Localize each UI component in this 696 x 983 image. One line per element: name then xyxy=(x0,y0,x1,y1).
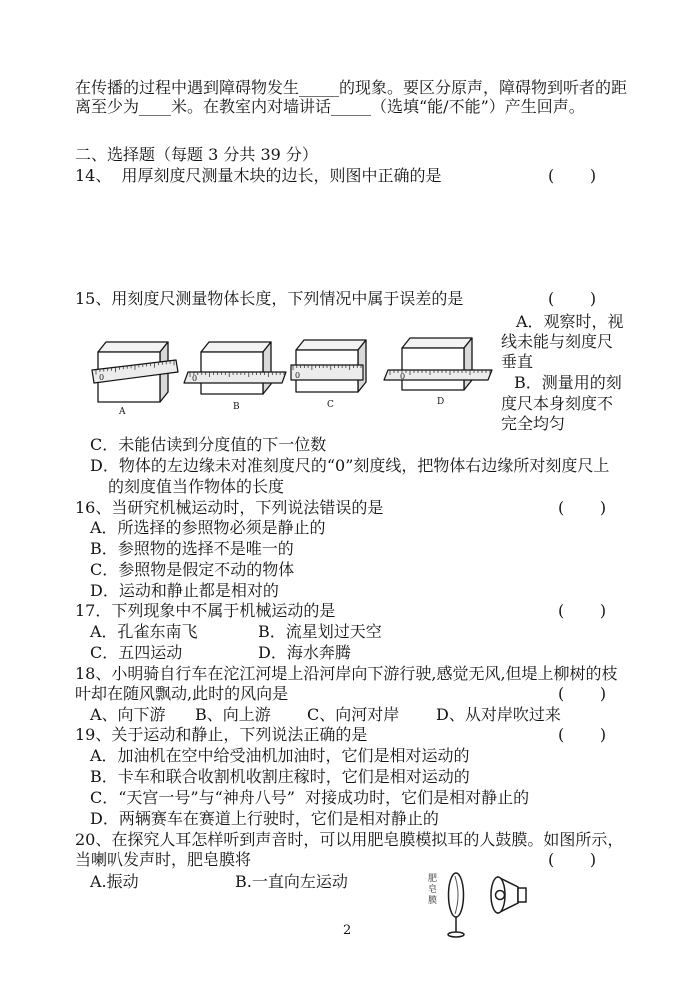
answer-bracket: ( ) xyxy=(548,289,597,308)
question-stem: 15、用刻度尺测量物体长度，下列情况中属于误差的是 xyxy=(75,289,464,308)
option-a: A．所选择的参照物必须是静止的 xyxy=(90,518,326,537)
option-d: D．两辆赛车在赛道上行驶时，它们是相对静止的 xyxy=(90,809,439,828)
option-c: C．五四运动 xyxy=(90,643,183,662)
question-stem-line-2: 叶却在随风飘动,此时的风向是 xyxy=(75,684,289,703)
option-d-line-1: D．物体的左边缘未对准刻度尺的“0”刻度线，把物体右边缘所对刻度尺上 xyxy=(90,456,610,475)
loudspeaker xyxy=(491,877,526,913)
answer-bracket: ( ) xyxy=(548,166,597,185)
answer-bracket: ( ) xyxy=(558,601,607,620)
option-b: B．流星划过天空 xyxy=(258,622,382,641)
page-number: 2 xyxy=(343,923,352,938)
question-stem: 16、当研究机械运动时，下列说法错误的是 xyxy=(75,498,384,517)
ruler-d-zero-label: 0 xyxy=(400,372,406,381)
speaker-magnet xyxy=(518,888,526,902)
block-c-top-face xyxy=(296,340,366,350)
figure-c xyxy=(291,340,366,410)
speaker-dust-cap xyxy=(496,891,505,900)
section-heading: 二、选择题（每题 3 分共 39 分） xyxy=(75,145,318,164)
figure-label-a: A xyxy=(119,407,126,417)
option-b: B、向上游 xyxy=(195,705,271,724)
option-a-line-2: 线未能与刻度尺 xyxy=(501,332,614,351)
question-stem: 14、 用厚刻度尺测量木块的边长，则图中正确的是 xyxy=(75,166,442,185)
option-a: A．加油机在空中给受油机加油时，它们是相对运动的 xyxy=(90,746,470,765)
ruler-a-zero-label: 0 xyxy=(99,373,105,382)
figure-a xyxy=(92,342,178,417)
ruler-c-zero-label: 0 xyxy=(295,371,301,380)
option-a: A、向下游 xyxy=(90,705,166,724)
option-a-line-3: 垂直 xyxy=(501,352,534,371)
option-b: B．卡车和联合收割机收割庄稼时，它们是相对运动的 xyxy=(90,767,470,786)
option-d: D、从对岸吹过来 xyxy=(436,705,561,724)
answer-bracket: ( ) xyxy=(558,725,607,744)
soap-film-label: 肥皂膜 xyxy=(426,873,436,906)
block-d-front-face xyxy=(402,348,464,390)
answer-bracket: ( ) xyxy=(558,498,607,517)
ruler-b-zero-label: 0 xyxy=(192,374,198,383)
answer-bracket: ( ) xyxy=(548,850,597,869)
option-b: B.一直向左运动 xyxy=(235,872,348,891)
option-a: A.振动 xyxy=(90,872,139,891)
option-c: C．未能估读到分度值的下一位数 xyxy=(90,435,327,454)
option-b-line-2: 度尺本身刻度不 xyxy=(501,394,614,413)
option-b-line-3: 完全均匀 xyxy=(501,414,566,433)
option-a-line-1: A．观察时，视 xyxy=(516,312,624,331)
figure-label-c: C xyxy=(327,400,334,410)
option-a: A．孔雀东南飞 xyxy=(90,622,198,641)
frame-base xyxy=(448,932,464,937)
figure-label-b: B xyxy=(233,402,240,412)
option-b-line-1: B．测量用的刻 xyxy=(514,373,622,392)
question-stem-line-1: 20、在探究人耳怎样听到声音时，可以用肥皂膜模拟耳的人鼓膜。如图所示， xyxy=(75,830,624,849)
figure-d xyxy=(384,338,492,407)
fill-in-line-2: 离至少为____米。在教室内对墙讲话_____（选填“能/不能”）产生回声。 xyxy=(75,97,585,116)
option-c: C、向河对岸 xyxy=(307,705,400,724)
block-b-top-face xyxy=(201,342,271,352)
block-d-side-face xyxy=(464,338,472,390)
option-c: C．“天宫一号”与“神舟八号” 对接成功时，它们是相对静止的 xyxy=(90,788,530,807)
question-stem-line-2: 当喇叭发声时，肥皂膜将 xyxy=(75,850,252,869)
ruler-b xyxy=(184,372,286,383)
option-b: B．参照物的选择不是唯一的 xyxy=(90,539,294,558)
question-stem: 19、关于运动和静止，下列说法正确的是 xyxy=(75,725,368,744)
soap-film-speaker-figure xyxy=(418,865,533,940)
soap-film-frame xyxy=(448,873,464,937)
figure-b xyxy=(184,342,286,412)
question-stem-line-1: 18、小明骑自行车在沱江河堤上沿河岸向下游行驶,感觉无风,但堤上柳树的枝 xyxy=(75,664,618,683)
answer-bracket: ( ) xyxy=(558,684,607,703)
ruler-measurement-figure xyxy=(88,330,498,418)
fill-in-line-1: 在传播的过程中遇到障碍物发生_____的现象。要区分原声，障碍物到听者的距 xyxy=(75,78,628,97)
option-c: C．参照物是假定不动的物体 xyxy=(90,560,295,579)
block-b-side-face xyxy=(263,342,271,394)
block-a-top-face xyxy=(98,342,168,352)
block-d-top-face xyxy=(402,338,472,348)
option-d: D．运动和静止都是相对的 xyxy=(90,581,279,600)
option-d: D．海水奔腾 xyxy=(258,643,351,662)
option-d-line-2: 的刻度值当作物体的长度 xyxy=(108,477,285,496)
question-stem: 17．下列现象中不属于机械运动的是 xyxy=(75,601,336,620)
figure-label-d: D xyxy=(437,397,445,407)
